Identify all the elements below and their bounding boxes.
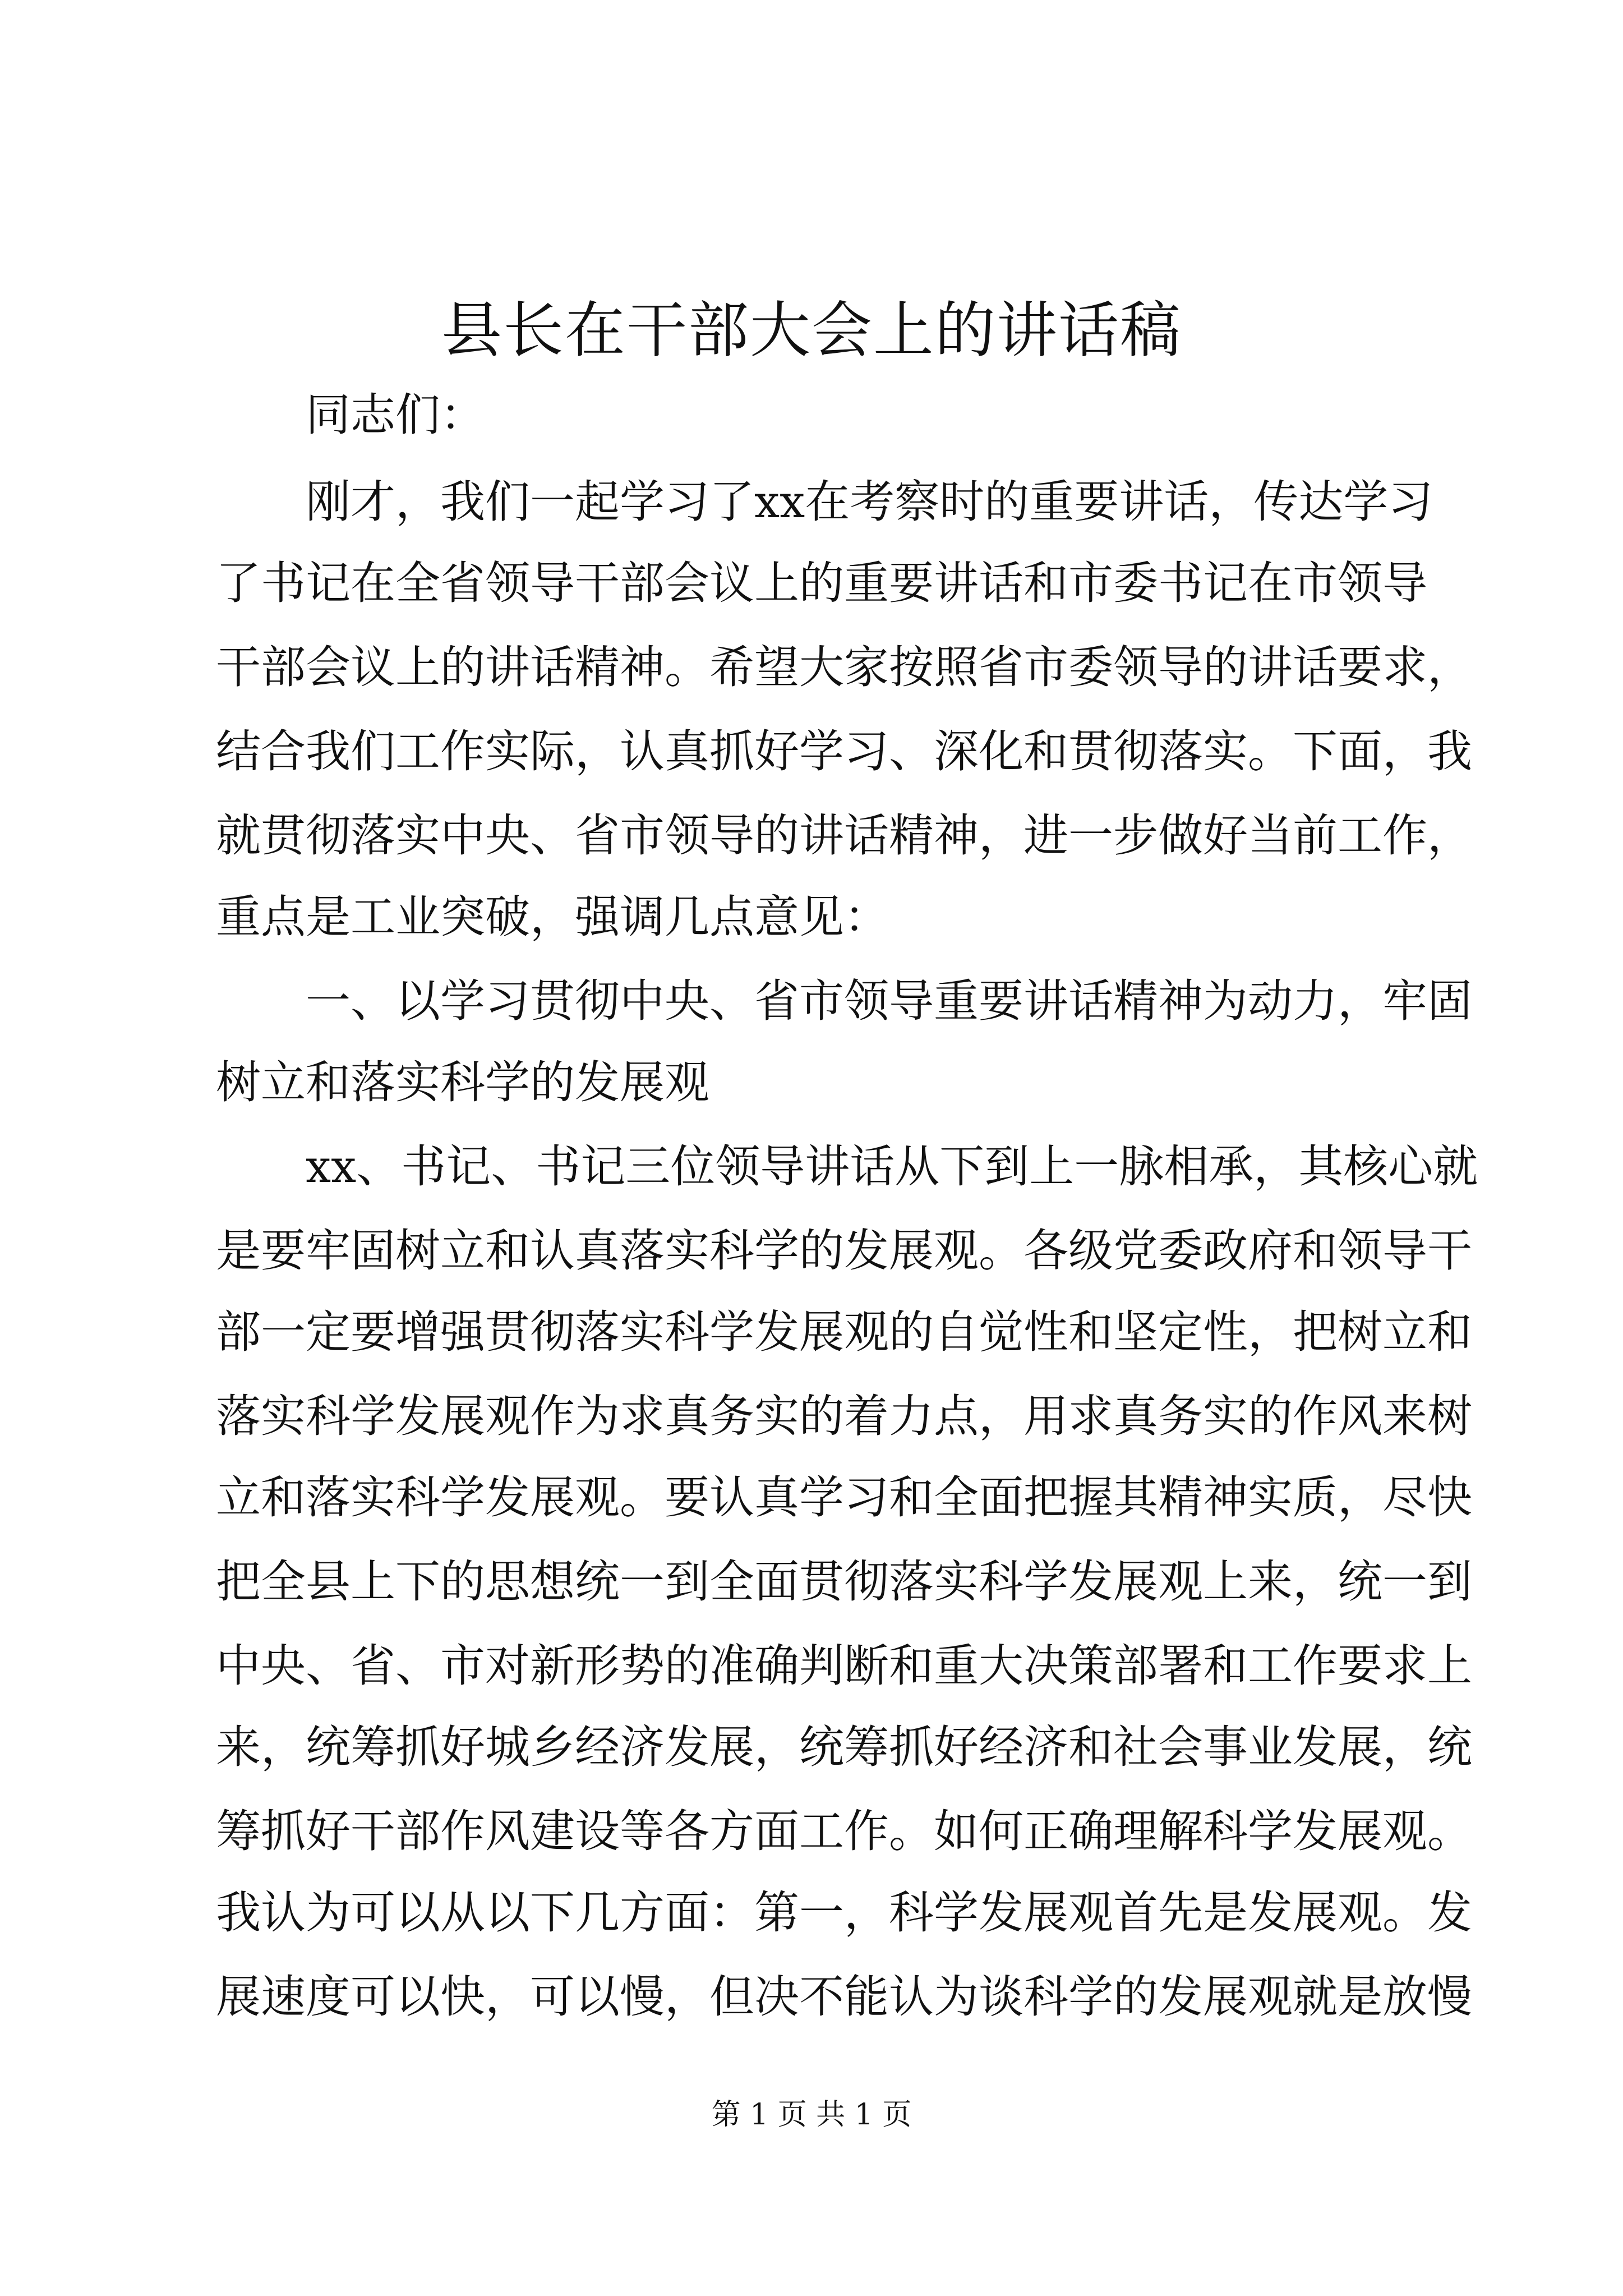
text-line-1: 同志们： (306, 389, 485, 441)
text-line-18: 筹抓好干部作风建设等各方面工作。如何正确理解科学发展观。 (216, 1805, 1472, 1857)
text-line-8: 一、以学习贯彻中央、省市领导重要讲话精神为动力，牢固 (306, 975, 1472, 1027)
text-line-15: 把全县上下的思想统一到全面贯彻落实科学发展观上来，统一到 (216, 1556, 1472, 1608)
text-line-6: 就贯彻落实中央、省市领导的讲话精神，进一步做好当前工作， (216, 809, 1472, 862)
text-line-13: 落实科学发展观作为求真务实的着力点，用求真务实的作风来树 (216, 1390, 1472, 1442)
text-line-9: 树立和落实科学的发展观 (216, 1056, 709, 1108)
text-line-2: 刚才，我们一起学习了xx在考察时的重要讲话，传达学习 (306, 476, 1433, 528)
text-line-3: 了书记在全省领导干部会议上的重要讲话和市委书记在市领导 (216, 557, 1427, 609)
text-line-20: 展速度可以快，可以慢，但决不能认为谈科学的发展观就是放慢 (216, 1971, 1472, 2023)
text-line-16: 中央、省、市对新形势的准确判断和重大决策部署和工作要求上 (216, 1640, 1472, 1692)
document-title: 县长在干部大会上的讲话稿 (441, 296, 1182, 366)
text-line-7: 重点是工业突破，强调几点意见： (216, 891, 889, 943)
page-footer: 第 1 页 共 1 页 (711, 2098, 912, 2132)
text-line-11: 是要牢固树立和认真落实科学的发展观。各级党委政府和领导干 (216, 1225, 1472, 1277)
text-line-5: 结合我们工作实际，认真抓好学习、深化和贯彻落实。下面，我 (216, 725, 1472, 777)
text-line-14: 立和落实科学发展观。要认真学习和全面把握其精神实质，尽快 (216, 1471, 1472, 1524)
text-line-10: xx、书记、书记三位领导讲话从下到上一脉相承，其核心就 (306, 1140, 1478, 1193)
text-line-17: 来，统筹抓好城乡经济发展，统筹抓好经济和社会事业发展，统 (216, 1721, 1472, 1773)
text-line-12: 部一定要增强贯彻落实科学发展观的自觉性和坚定性，把树立和 (216, 1306, 1472, 1358)
text-line-19: 我认为可以从以下几方面：第一，科学发展观首先是发展观。发 (216, 1887, 1472, 1939)
text-line-4: 干部会议上的讲话精神。希望大家按照省市委领导的讲话要求， (216, 641, 1472, 693)
